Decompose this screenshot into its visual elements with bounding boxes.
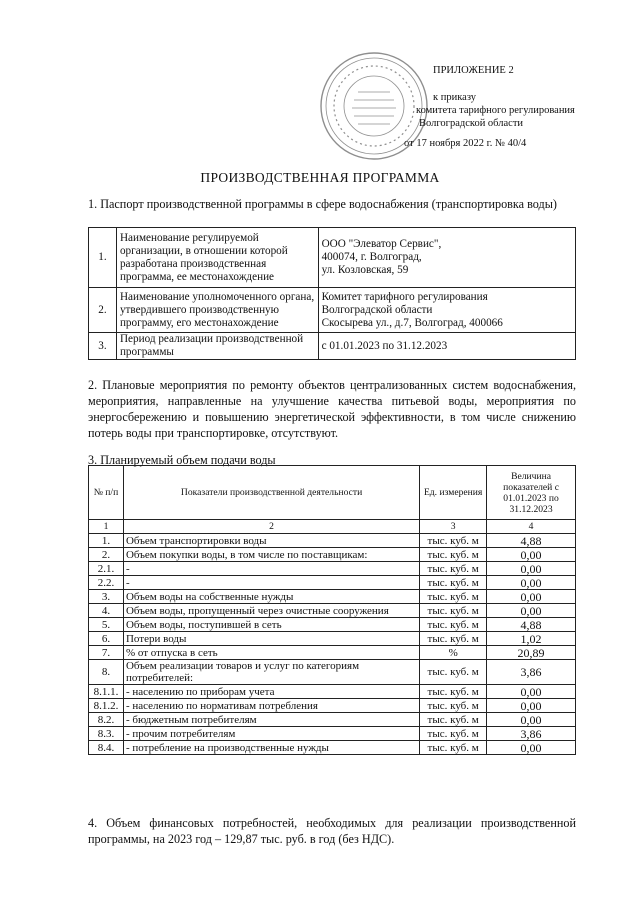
table-row [89, 618, 576, 632]
col-header-unit: Ед. измерения [420, 466, 487, 520]
table-row [89, 741, 576, 755]
row-value: 0,00 [487, 713, 576, 727]
index-cell: 4 [487, 520, 576, 534]
section4-text: 4. Объем финансовых потребностей, необходимых для реализации производственной программы, на 2023 год – 129,87 тыс. руб. в год (без НДС). [88, 816, 576, 846]
col-header-num: № п/п [89, 466, 124, 520]
row-unit: тыс. куб. м [420, 727, 487, 741]
row-num: 8.1.2. [89, 699, 124, 713]
value-line: ООО "Элеватор Сервис", [321, 238, 442, 250]
row-unit: тыс. куб. м [420, 562, 487, 576]
passport-table [88, 227, 576, 360]
row-name: Объем воды, поступившей в сеть [123, 618, 419, 632]
row-unit: тыс. куб. м [420, 685, 487, 699]
passport-row-label: Наименование регулируемой организации, в отношении которой разработана производственная программа, ее местонахождение [116, 228, 318, 288]
table-row [89, 632, 576, 646]
row-num: 6. [89, 632, 124, 646]
row-unit: тыс. куб. м [420, 699, 487, 713]
value-line: с 01.01.2023 по 31.12.2023 [321, 339, 448, 352]
row-num: 7. [89, 646, 124, 660]
row-num: 3. [89, 590, 124, 604]
committee-line-1: комитета тарифного регулирования [416, 105, 575, 116]
index-cell: 3 [420, 520, 487, 534]
row-value: 0,00 [487, 548, 576, 562]
table-row [89, 590, 576, 604]
row-unit: тыс. куб. м [420, 548, 487, 562]
order-line: к приказу [433, 92, 476, 103]
row-value: 1,02 [487, 632, 576, 646]
table-row [89, 534, 576, 548]
passport-row-num: 3. [89, 333, 117, 360]
row-value: 0,00 [487, 741, 576, 755]
table-row [89, 713, 576, 727]
row-unit: тыс. куб. м [420, 632, 487, 646]
row-name: Объем воды, пропущенный через очистные сооружения [123, 604, 419, 618]
row-num: 4. [89, 604, 124, 618]
row-unit: тыс. куб. м [420, 576, 487, 590]
row-value: 0,00 [487, 604, 576, 618]
row-unit: тыс. куб. м [420, 741, 487, 755]
row-name: Объем транспортировки воды [123, 534, 419, 548]
row-name: - прочим потребителям [123, 727, 419, 741]
table-row [89, 727, 576, 741]
table-row [89, 660, 576, 685]
row-unit: тыс. куб. м [420, 604, 487, 618]
section2-text: 2. Плановые мероприятия по ремонту объектов централизованных систем водоснабжения, мероприятия, направленные на улучшение качества питьевой воды, мероприятия по энергосбережению и повышению энергетической эффективности, в том числе снижению потерь воды при транспортировке, отсутствуют. [88, 378, 576, 440]
index-cell: 1 [89, 520, 124, 534]
volume-table [88, 465, 576, 755]
committee-line-2: Волгоградской области [419, 118, 524, 129]
passport-row-value [318, 333, 575, 360]
row-unit: % [420, 646, 487, 660]
row-name: - [123, 576, 419, 590]
row-unit: тыс. куб. м [420, 618, 487, 632]
row-value: 4,88 [487, 618, 576, 632]
table-row [89, 548, 576, 562]
row-value: 3,86 [487, 660, 576, 685]
row-num: 8.4. [89, 741, 124, 755]
row-num: 8.1.1. [89, 685, 124, 699]
row-unit: тыс. куб. м [420, 713, 487, 727]
row-value: 0,00 [487, 576, 576, 590]
row-unit: тыс. куб. м [420, 534, 487, 548]
row-value: 20,89 [487, 646, 576, 660]
row-name: Потери воды [123, 632, 419, 646]
row-value: 0,00 [487, 562, 576, 576]
passport-row [89, 228, 576, 288]
row-name: Объем воды на собственные нужды [123, 590, 419, 604]
value-line: Комитет тарифного регулирования [321, 290, 488, 303]
table-row [89, 646, 576, 660]
passport-row-label: Период реализации производственной программы [116, 333, 318, 360]
row-unit: тыс. куб. м [420, 660, 487, 685]
row-name: Объем покупки воды, в том числе по поставщикам: [123, 548, 419, 562]
row-value: 4,88 [487, 534, 576, 548]
table-row [89, 576, 576, 590]
row-num: 8.2. [89, 713, 124, 727]
row-name: - [123, 562, 419, 576]
value-line: Скосырева ул., д.7, Волгоград, 400066 [321, 316, 503, 329]
table-row [89, 699, 576, 713]
row-num: 2.1. [89, 562, 124, 576]
row-name: - бюджетным потребителям [123, 713, 419, 727]
passport-row [89, 288, 576, 333]
table-index-row [89, 520, 576, 534]
row-num: 5. [89, 618, 124, 632]
passport-row-value [318, 228, 575, 288]
row-name: Объем реализации товаров и услуг по категориям потребителей: [123, 660, 419, 685]
row-num: 2.2. [89, 576, 124, 590]
passport-row [89, 333, 576, 360]
table-row [89, 685, 576, 699]
page-title: ПРОИЗВОДСТВЕННАЯ ПРОГРАММА [200, 170, 440, 185]
row-value: 0,00 [487, 685, 576, 699]
section1-heading: 1. Паспорт производственной программы в сфере водоснабжения (транспортировка воды) [88, 197, 557, 211]
value-line: ул. Козловская, 59 [321, 264, 409, 276]
table-row [89, 604, 576, 618]
index-cell: 2 [123, 520, 419, 534]
table-header-row [89, 466, 576, 520]
row-value: 0,00 [487, 590, 576, 604]
order-date: от 17 ноября 2022 г. № 40/4 [404, 138, 527, 149]
passport-row-num: 1. [89, 228, 117, 288]
row-name: - потребление на производственные нужды [123, 741, 419, 755]
row-value: 0,00 [487, 699, 576, 713]
col-header-value: Величина показателей с 01.01.2023 по 31.12.2023 [487, 466, 576, 520]
table-row [89, 562, 576, 576]
row-name: - населению по приборам учета [123, 685, 419, 699]
row-value: 3,86 [487, 727, 576, 741]
row-num: 8. [89, 660, 124, 685]
row-num: 8.3. [89, 727, 124, 741]
passport-row-label: Наименование уполномоченного органа, утвердившего производственную программу, его местонахождение [116, 288, 318, 333]
value-line: Волгоградской области [321, 303, 433, 316]
section3-heading: 3. Планируемый объем подачи воды [88, 453, 276, 467]
passport-row-value [318, 288, 575, 333]
row-num: 2. [89, 548, 124, 562]
row-unit: тыс. куб. м [420, 590, 487, 604]
row-num: 1. [89, 534, 124, 548]
row-name: % от отпуска в сеть [123, 646, 419, 660]
appendix-label: ПРИЛОЖЕНИЕ 2 [433, 65, 514, 76]
col-header-indicator: Показатели производственной деятельности [123, 466, 419, 520]
value-line: 400074, г. Волгоград, [321, 251, 422, 263]
passport-row-num: 2. [89, 288, 117, 333]
row-name: - населению по нормативам потребления [123, 699, 419, 713]
